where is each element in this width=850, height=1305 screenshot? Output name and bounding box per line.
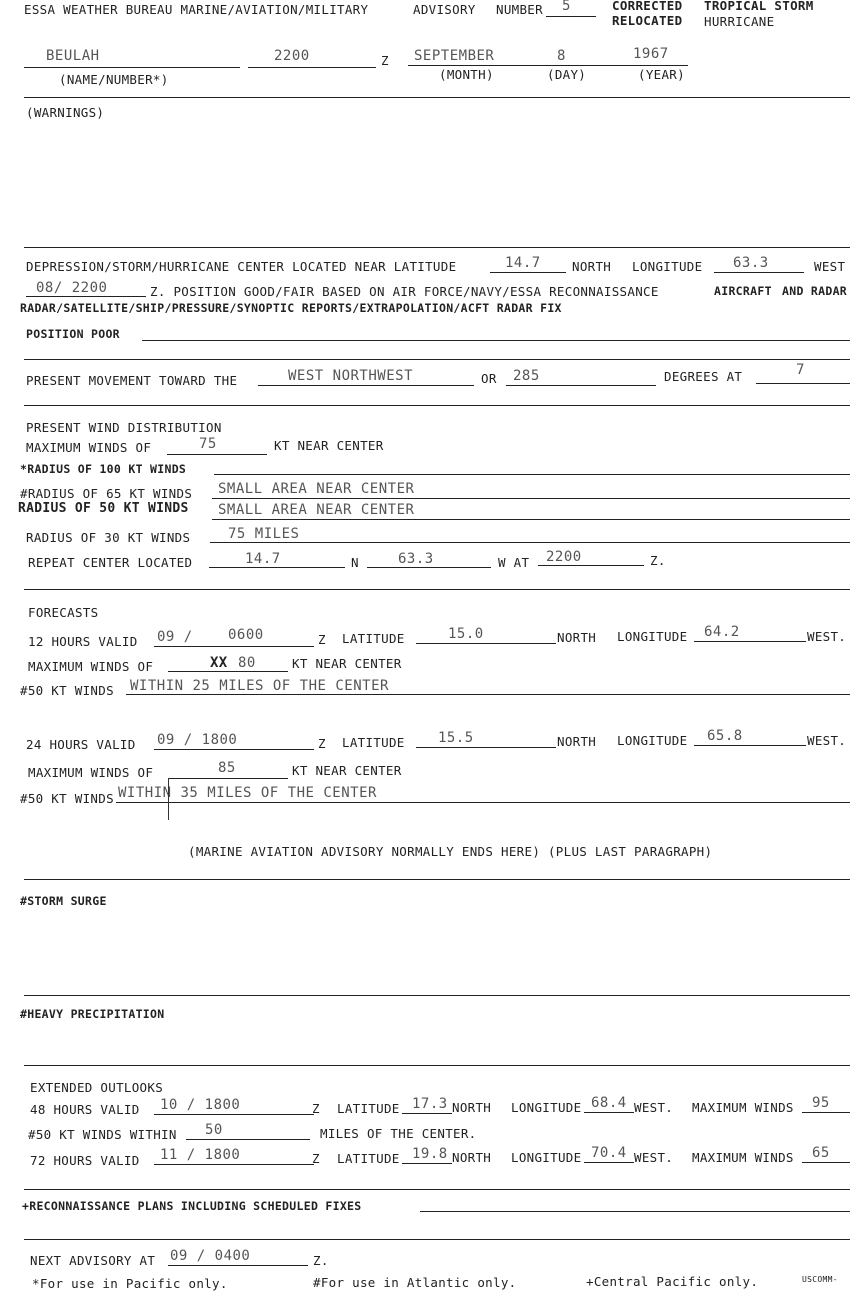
- tropical-storm-label: TROPICAL STORM: [704, 0, 814, 13]
- f24-w50-value: WITHIN 35 MILES OF THE CENTER: [118, 785, 377, 801]
- f12-w50-label: #50 KT WINDS: [20, 683, 114, 698]
- advisory-label: ADVISORY: [413, 2, 476, 17]
- f24-north: NORTH: [557, 734, 597, 749]
- f12-lon-underline: [694, 641, 806, 642]
- center-latitude: 14.7: [505, 255, 541, 271]
- f24-w50-underline: [116, 802, 850, 803]
- f24-label: 24 HOURS VALID: [26, 737, 136, 752]
- f12-z: Z: [318, 632, 326, 647]
- center-longitude-label: LONGITUDE: [632, 259, 703, 274]
- center-west: WEST: [814, 259, 846, 274]
- h48-max-label: MAXIMUM WINDS: [692, 1100, 794, 1115]
- storm-z: Z: [381, 53, 389, 68]
- agency-title: ESSA WEATHER BUREAU MARINE/AVIATION/MILITARY: [24, 2, 369, 17]
- next-advisory-underline: [168, 1265, 308, 1266]
- next-advisory-label: NEXT ADVISORY AT: [30, 1253, 156, 1268]
- recon-fill: AIRCRAFT: [714, 284, 772, 298]
- position-poor: POSITION POOR: [26, 327, 120, 341]
- divider: [24, 589, 850, 590]
- repeat-lat-underline: [209, 567, 345, 568]
- f12-max-tail: KT NEAR CENTER: [292, 656, 402, 671]
- f12-lat-label: LATITUDE: [342, 631, 405, 646]
- corrected-label: CORRECTED: [612, 0, 683, 13]
- f12-lon-label: LONGITUDE: [617, 629, 688, 644]
- h48-z: Z: [312, 1101, 320, 1116]
- relocated-label: RELOCATED: [612, 13, 683, 28]
- h48-lat-underline: [402, 1113, 452, 1114]
- f24-lat-underline: [416, 747, 556, 748]
- repeat-n: N: [351, 555, 359, 570]
- pen-mark: [168, 778, 169, 820]
- repeat-time: 2200: [546, 549, 582, 565]
- position-poor-underline: [142, 340, 850, 341]
- f12-label: 12 HOURS VALID: [28, 634, 138, 649]
- h48-lat: 17.3: [412, 1096, 448, 1112]
- f24-max-underline: [168, 778, 288, 779]
- time-underline: [248, 67, 376, 68]
- f24-lon-underline: [694, 745, 806, 746]
- h72-lon-underline: [584, 1162, 634, 1163]
- storm-month: SEPTEMBER: [414, 48, 495, 64]
- max-winds-value: 75: [199, 436, 217, 452]
- wind-title: PRESENT WIND DISTRIBUTION: [26, 420, 222, 435]
- degrees-at-label: DEGREES AT: [664, 369, 743, 384]
- f24-west: WEST.: [807, 733, 847, 748]
- r30-underline: [210, 542, 850, 543]
- precipitation-label: #HEAVY PRECIPITATION: [20, 1007, 165, 1021]
- r50-label: RADIUS OF 50 KT WINDS: [18, 501, 189, 516]
- h72-lat-label: LATITUDE: [337, 1151, 400, 1166]
- date-underline: [408, 65, 688, 66]
- divider: [24, 359, 850, 360]
- recon-plans-underline: [420, 1211, 850, 1212]
- center-north: NORTH: [572, 259, 612, 274]
- max-winds-underline: [167, 454, 267, 455]
- storm-day: 8: [557, 48, 566, 64]
- movement-direction: WEST NORTHWEST: [288, 368, 414, 384]
- f12-west: WEST.: [807, 629, 847, 644]
- divider: [24, 1189, 850, 1190]
- outlook-w50-underline: [186, 1139, 310, 1140]
- f12-max-label: MAXIMUM WINDS OF: [28, 659, 154, 674]
- outlook-w50-label: #50 KT WINDS WITHIN: [28, 1127, 177, 1142]
- outlooks-title: EXTENDED OUTLOOKS: [30, 1080, 164, 1095]
- f24-valid: 09 / 1800: [157, 732, 238, 748]
- storm-surge-label: #STORM SURGE: [20, 894, 107, 908]
- f12-lat-underline: [416, 643, 556, 644]
- h72-lon: 70.4: [591, 1145, 627, 1161]
- h48-max-value: 95: [812, 1095, 830, 1111]
- name-caption: (NAME/NUMBER*): [59, 72, 169, 87]
- h72-max-underline: [802, 1162, 850, 1163]
- footnote-atlantic: #For use in Atlantic only.: [313, 1275, 517, 1290]
- recon-plans-label: +RECONNAISSANCE PLANS INCLUDING SCHEDULED FIXES: [22, 1199, 362, 1213]
- r30-value: 75 MILES: [228, 526, 300, 542]
- divider: [24, 1065, 850, 1066]
- month-caption: (MONTH): [439, 67, 494, 82]
- movement-or: OR: [481, 371, 497, 386]
- h48-lon-underline: [584, 1112, 634, 1113]
- r50-value: SMALL AREA NEAR CENTER: [218, 502, 415, 518]
- f12-max-value: 80: [238, 655, 256, 671]
- warnings-label: (WARNINGS): [26, 105, 105, 120]
- movement-degrees: 285: [513, 368, 540, 384]
- h48-north: NORTH: [452, 1100, 492, 1115]
- f12-lon: 64.2: [704, 624, 740, 640]
- divider: [24, 995, 850, 996]
- outlook-w50-tail: MILES OF THE CENTER.: [320, 1126, 477, 1141]
- h72-z: Z: [312, 1151, 320, 1166]
- f12-lat: 15.0: [448, 626, 484, 642]
- name-underline: [24, 67, 240, 68]
- f24-lat: 15.5: [438, 730, 474, 746]
- sources-line: RADAR/SATELLITE/SHIP/PRESSURE/SYNOPTIC REPORTS/EXTRAPOLATION/ACFT RADAR FIX: [20, 301, 562, 315]
- repeat-lon: 63.3: [398, 551, 434, 567]
- center-lat-underline: [490, 272, 566, 273]
- divider: [24, 1239, 850, 1240]
- h48-valid: 10 / 1800: [160, 1097, 241, 1113]
- position-text: Z. POSITION GOOD/FAIR BASED ON AIR FORCE/NAVY/ESSA RECONNAISSANCE: [150, 284, 659, 299]
- f24-max-label: MAXIMUM WINDS OF: [28, 765, 154, 780]
- h72-west: WEST.: [634, 1150, 674, 1165]
- max-winds-label: MAXIMUM WINDS OF: [26, 440, 152, 455]
- next-advisory-value: 09 / 0400: [170, 1248, 251, 1264]
- advisory-number: 5: [562, 0, 571, 14]
- f24-max-value: 85: [218, 760, 236, 776]
- r65-value: SMALL AREA NEAR CENTER: [218, 481, 415, 497]
- h48-max-underline: [802, 1112, 850, 1113]
- movement-label: PRESENT MOVEMENT TOWARD THE: [26, 373, 238, 388]
- center-datetime: 08/ 2200: [36, 280, 108, 296]
- next-advisory-z: Z.: [313, 1253, 329, 1268]
- h72-north: NORTH: [452, 1150, 492, 1165]
- r65-label: #RADIUS OF 65 KT WINDS: [20, 486, 193, 501]
- h72-lon-label: LONGITUDE: [511, 1150, 582, 1165]
- f12-valid: 09 /: [157, 629, 193, 645]
- divider: [24, 405, 850, 406]
- h72-valid: 11 / 1800: [160, 1147, 241, 1163]
- hurricane-label: HURRICANE: [704, 14, 775, 29]
- h48-lon: 68.4: [591, 1095, 627, 1111]
- h72-max-label: MAXIMUM WINDS: [692, 1150, 794, 1165]
- h72-valid-underline: [154, 1164, 314, 1165]
- f12-time: 0600: [228, 627, 264, 643]
- center-longitude: 63.3: [733, 255, 769, 271]
- f12-valid-underline: [154, 646, 314, 647]
- day-caption: (DAY): [547, 67, 587, 82]
- f24-z: Z: [318, 736, 326, 751]
- repeat-z: Z.: [650, 553, 666, 568]
- repeat-wat: W AT: [498, 555, 530, 570]
- r30-label: RADIUS OF 30 KT WINDS: [26, 530, 191, 545]
- datetime-underline: [26, 296, 146, 297]
- h48-valid-underline: [154, 1114, 314, 1115]
- number-label: NUMBER: [496, 2, 543, 17]
- h72-max-value: 65: [812, 1145, 830, 1161]
- repeat-lon-underline: [367, 567, 491, 568]
- r50-underline: [212, 519, 850, 520]
- f12-w50-value: WITHIN 25 MILES OF THE CENTER: [130, 678, 389, 694]
- speed-underline: [756, 383, 850, 384]
- degrees-underline: [506, 385, 656, 386]
- h72-lat: 19.8: [412, 1146, 448, 1162]
- storm-year: 1967: [633, 46, 669, 62]
- divider: [24, 247, 850, 248]
- storm-time: 2200: [274, 48, 310, 64]
- f24-w50-label: #50 KT WINDS: [20, 791, 114, 806]
- f12-w50-underline: [126, 694, 850, 695]
- outlook-w50-value: 50: [205, 1122, 223, 1138]
- forecasts-title: FORECASTS: [28, 605, 99, 620]
- footnote-pacific: *For use in Pacific only.: [32, 1276, 228, 1291]
- divider: [24, 879, 850, 880]
- f12-north: NORTH: [557, 630, 597, 645]
- f24-valid-underline: [154, 749, 314, 750]
- divider: [24, 97, 850, 98]
- marine-note: (MARINE AVIATION ADVISORY NORMALLY ENDS HERE) (PLUS LAST PARAGRAPH): [188, 844, 713, 859]
- max-winds-tail: KT NEAR CENTER: [274, 438, 384, 453]
- storm-name: BEULAH: [46, 48, 100, 64]
- h48-label: 48 HOURS VALID: [30, 1102, 140, 1117]
- r100-label: *RADIUS OF 100 KT WINDS: [20, 462, 187, 476]
- f24-lon-label: LONGITUDE: [617, 733, 688, 748]
- footnote-central: +Central Pacific only.: [586, 1274, 759, 1289]
- movement-speed: 7: [796, 362, 805, 378]
- repeat-label: REPEAT CENTER LOCATED: [28, 555, 193, 570]
- f12-max-underline: [168, 671, 288, 672]
- direction-underline: [258, 385, 474, 386]
- year-caption: (YEAR): [638, 67, 685, 82]
- h48-lon-label: LONGITUDE: [511, 1100, 582, 1115]
- repeat-time-underline: [538, 565, 644, 566]
- f24-lon: 65.8: [707, 728, 743, 744]
- repeat-lat: 14.7: [245, 551, 281, 567]
- f24-lat-label: LATITUDE: [342, 735, 405, 750]
- recon-tail: AND RADAR: [782, 284, 848, 298]
- r100-underline: [214, 474, 850, 475]
- form-number: USCOMM-: [802, 1275, 838, 1284]
- r65-underline: [212, 498, 850, 499]
- f12-strikeout: XX: [210, 655, 228, 671]
- number-underline: [546, 16, 596, 17]
- center-lon-underline: [714, 272, 804, 273]
- h48-west: WEST.: [634, 1100, 674, 1115]
- f24-max-tail: KT NEAR CENTER: [292, 763, 402, 778]
- h72-label: 72 HOURS VALID: [30, 1153, 140, 1168]
- center-type-label: DEPRESSION/STORM/HURRICANE CENTER LOCATED NEAR LATITUDE: [26, 259, 457, 274]
- h72-lat-underline: [402, 1163, 452, 1164]
- h48-lat-label: LATITUDE: [337, 1101, 400, 1116]
